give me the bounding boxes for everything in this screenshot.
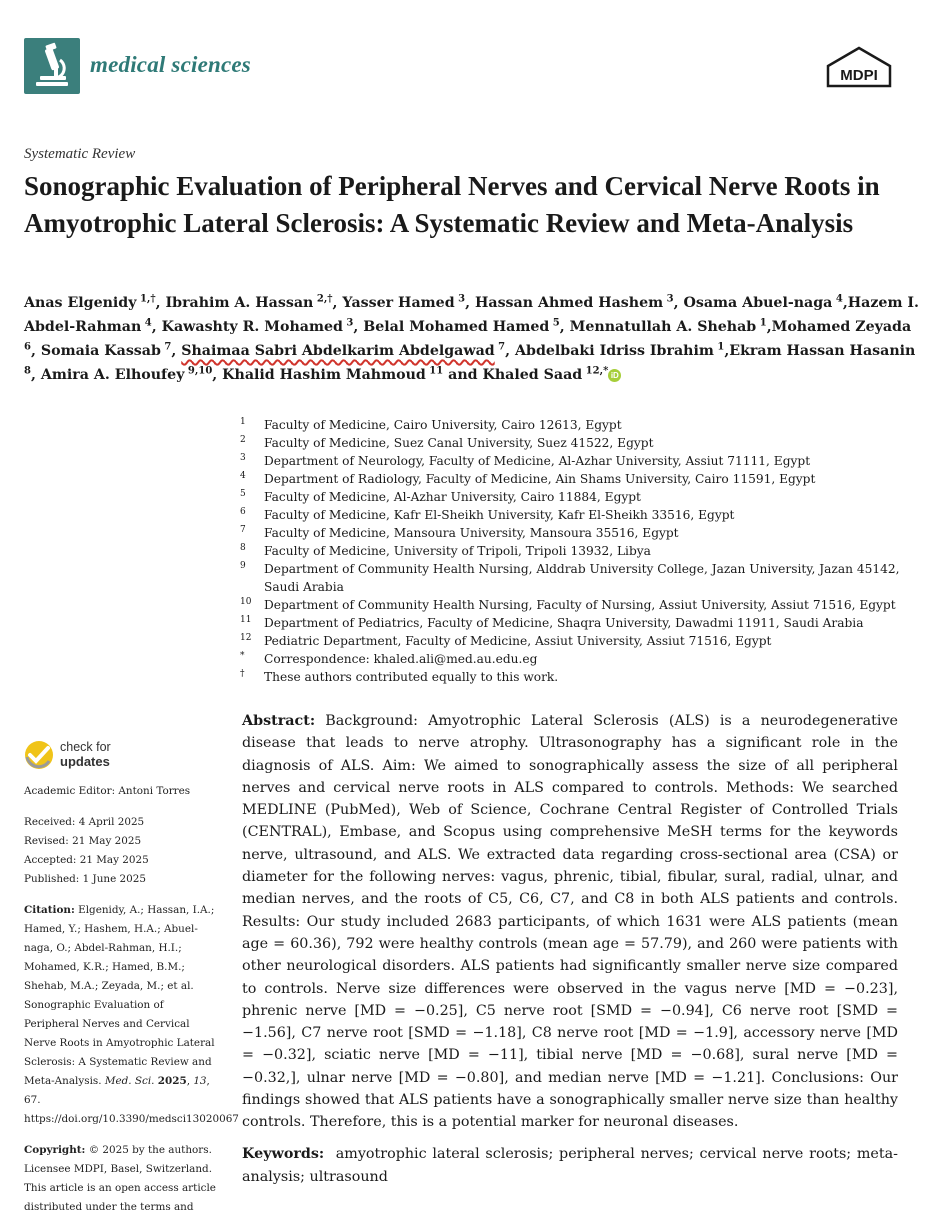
author-name: Osama Abuel-naga (683, 295, 833, 311)
author-name: Yasser Hamed (342, 295, 455, 311)
affiliation-text: Faculty of Medicine, Kafr El-Sheikh University, Kafr El-Sheikh 33516, Egypt (264, 508, 735, 522)
author-separator: , (465, 295, 475, 311)
copyright-label: Copyright: (24, 1144, 86, 1156)
author-separator: , (724, 343, 730, 359)
affiliation-number: 6 (240, 507, 246, 517)
author-name: Hazem I. Abdel-Rahman (24, 295, 919, 335)
citation-year: 2025 (157, 1075, 187, 1087)
author-affiliation-sup: 5 (549, 317, 560, 329)
affiliation-item (240, 668, 920, 686)
author-separator: , (842, 295, 848, 311)
abstract-label: Abstract: (242, 713, 316, 729)
citation-text: Elgenidy, A.; Hassan, I.A.; Hamed, Y.; Hashem, H.A.; Abuel-naga, O.; Abdel-Rahman, H.I.; Mohamed, K.R.; Hamed, B.M.; Shehab, M.A.; Zeyada, M.; et al. Sonographic Evaluation of Peripheral Nerves and Cervical Nerve Roots in Amyotrophic Lateral Sclerosis: A Systematic Review and Meta-Analysis. (24, 904, 215, 1087)
author-separator: , (673, 295, 684, 311)
affiliation-text: These authors contributed equally to this work. (264, 670, 559, 684)
journal-name: medical sciences (90, 52, 251, 77)
affiliation-number: 5 (240, 489, 246, 499)
affiliation-item (240, 614, 920, 632)
accepted-date: Accepted: 21 May 2025 (24, 854, 149, 866)
affiliation-text: Correspondence: khaled.ali@med.au.edu.eg (264, 652, 538, 666)
copyright (24, 1141, 219, 1217)
affiliation-text: Department of Pediatrics, Faculty of Medicine, Shaqra University, Dawadmi 11911, Saudi Arabia (264, 616, 864, 630)
author-name: Amira A. Elhoufey (40, 367, 185, 383)
author-affiliation-sup: 2,† (313, 293, 333, 305)
author-affiliation-sup: 1,† (136, 293, 156, 305)
citation-journal: Med. Sci. (104, 1075, 155, 1087)
affiliation-item (240, 560, 920, 596)
author-separator: , (171, 343, 182, 359)
author-affiliation-sup: 3 (663, 293, 674, 305)
author-affiliation-sup: 7 (160, 341, 172, 353)
affiliation-number: * (240, 651, 245, 661)
affiliation-text: Pediatric Department, Faculty of Medicine, Assiut University, Assiut 71516, Egypt (264, 634, 772, 648)
affiliation-text: Faculty of Medicine, Al-Azhar University, Cairo 11884, Egypt (264, 490, 641, 504)
affiliation-text: Faculty of Medicine, Cairo University, Cairo 12613, Egypt (264, 418, 622, 432)
author-name: Khalid Hashim Mahmoud (222, 367, 426, 383)
author-separator: , (332, 295, 343, 311)
affiliation-item (240, 524, 920, 542)
citation-label: Citation: (24, 904, 75, 916)
author-affiliation-sup: 1 (713, 341, 725, 353)
article-type: Systematic Review (24, 146, 136, 162)
author-separator: , (155, 295, 166, 311)
author-separator: , (212, 367, 223, 383)
affiliation-number: 11 (240, 615, 252, 625)
author-name: Khaled Saad (482, 367, 583, 383)
affiliation-number: 7 (240, 525, 246, 535)
affiliation-item (240, 488, 920, 506)
affiliation-text: Faculty of Medicine, University of Tripoli, Tripoli 13932, Libya (264, 544, 651, 558)
author-affiliation-sup: 11 (425, 365, 444, 377)
affiliation-number: † (240, 669, 245, 679)
affiliation-text: Department of Community Health Nursing, Faculty of Nursing, Assiut University, Assiut 71516, Egypt (264, 598, 896, 612)
affiliation-text: Department of Neurology, Faculty of Medicine, Al-Azhar University, Assiut 71111, Egypt (264, 454, 811, 468)
author-name: Ibrahim A. Hassan (165, 295, 314, 311)
author-list (24, 291, 924, 387)
affiliation-text: Department of Community Health Nursing, Alddrab University College, Jazan University, Jazan 45142, Saudi Arabia (264, 562, 900, 594)
citation-doi[interactable]: , 67. https://doi.org/10.3390/medsci13020067 (24, 1075, 239, 1125)
affiliation-item (240, 434, 920, 452)
svg-text:MDPI: MDPI (840, 67, 878, 84)
author-separator: , (30, 343, 41, 359)
author-affiliation-sup: 3 (342, 317, 354, 329)
author-separator: , (505, 343, 516, 359)
academic-editor: Academic Editor: Antoni Torres (24, 785, 191, 797)
author-name: Shaimaa Sabri Abdelkarim Abdelgawad (181, 343, 495, 359)
author-affiliation-sup: 3 (454, 293, 466, 305)
author-name: Belal Mohamed Hamed (363, 319, 550, 335)
check-updates-line1: check for (60, 740, 111, 754)
author-name: Mohamed Zeyada (771, 319, 912, 335)
orcid-icon[interactable]: iD (608, 369, 621, 382)
author-name: Somaia Kassab (40, 343, 161, 359)
affiliation-item (240, 416, 920, 434)
author-separator: , (766, 319, 772, 335)
author-name: Kawashty R. Mohamed (161, 319, 343, 335)
author-name: Hassan Ahmed Hashem (474, 295, 664, 311)
author-separator: , (151, 319, 162, 335)
affiliation-number: 10 (240, 597, 252, 607)
citation-volume: 13 (193, 1075, 207, 1087)
copyright-text: © 2025 by the authors. Licensee MDPI, Basel, Switzerland. This article is an open access article distributed under the terms and (24, 1144, 216, 1213)
affiliation-number: 9 (240, 561, 246, 571)
check-updates-line2: updates (60, 754, 110, 769)
revised-date: Revised: 21 May 2025 (24, 835, 142, 847)
affiliation-text: Faculty of Medicine, Mansoura University, Mansoura 35516, Egypt (264, 526, 679, 540)
article-info-sidebar (24, 782, 239, 1217)
check-for-updates-button[interactable] (24, 738, 144, 772)
author-separator: , (353, 319, 364, 335)
affiliation-item (240, 542, 920, 560)
author-affiliation-sup: 12,* (582, 365, 609, 377)
author-affiliation-sup: 4 (141, 317, 152, 329)
affiliation-item (240, 632, 920, 650)
author-separator: and (443, 367, 483, 383)
author-name: Ekram Hassan Hasanin (729, 343, 916, 359)
check-updates-icon (24, 740, 54, 770)
affiliation-number: 12 (240, 633, 252, 643)
author-affiliation-sup: 7 (494, 341, 506, 353)
keywords-label: Keywords: (242, 1146, 325, 1162)
author-affiliation-sup: 4 (832, 293, 843, 305)
affiliation-list (240, 416, 920, 686)
affiliation-item (240, 506, 920, 524)
affiliation-item (240, 596, 920, 614)
affiliation-number: 4 (240, 471, 246, 481)
affiliation-number: 3 (240, 453, 246, 463)
affiliation-item (240, 650, 920, 668)
page-title: Sonographic Evaluation of Peripheral Nerves and Cervical Nerve Roots in Amyotrophic Lateral Sclerosis: A Systematic Review and Meta-Analysis (24, 171, 880, 238)
received-date: Received: 4 April 2025 (24, 816, 145, 828)
affiliation-number: 1 (240, 417, 246, 427)
author-name: Mennatullah A. Shehab (569, 319, 757, 335)
affiliation-number: 2 (240, 435, 246, 445)
author-separator: , (30, 367, 41, 383)
author-name: Anas Elgenidy (24, 295, 137, 311)
published-date: Published: 1 June 2025 (24, 873, 146, 885)
affiliation-item (240, 470, 920, 488)
affiliation-text: Faculty of Medicine, Suez Canal University, Suez 41522, Egypt (264, 436, 654, 450)
affiliation-number: 8 (240, 543, 246, 553)
microscope-icon (24, 38, 80, 94)
author-name: Abdelbaki Idriss Ibrahim (515, 343, 714, 359)
abstract (242, 710, 898, 1134)
mdpi-logo (824, 46, 894, 88)
keywords (242, 1143, 898, 1189)
affiliation-item (240, 452, 920, 470)
affiliation-text: Department of Radiology, Faculty of Medicine, Ain Shams University, Cairo 11591, Egypt (264, 472, 816, 486)
journal-logo (24, 38, 80, 94)
author-affiliation-sup: 9,10 (184, 365, 213, 377)
author-affiliation-sup: 6 (24, 341, 31, 353)
keywords-text: amyotrophic lateral sclerosis; peripheral nerves; cervical nerve roots; meta-analysis; ultrasound (242, 1146, 898, 1185)
author-separator: , (559, 319, 570, 335)
author-affiliation-sup: 8 (24, 365, 31, 377)
citation: Citation: Elgenidy, A.; Hassan, I.A.; Hamed, Y.; Hashem, H.A.; Abuel-naga, O.; Abdel-Rahman, H.I.; Mohamed, K.R.; Hamed, B.M.; Shehab, M.A.; Zeyada, M.; et al. Sonographic Evaluation of Peripheral Nerves and Cervical Nerve Roots in Amyotrophic Lateral Sclerosis: A Systematic Review and Meta-Analysis. Med. Sci. 2025, 13, 67. https://doi.org/10.3390/medsci13020067 (24, 904, 239, 1125)
abstract-text: Background: Amyotrophic Lateral Sclerosis (ALS) is a neurodegenerative disease that leads to nerve atrophy. Ultrasonography has a significant role in the diagnosis of ALS. Aim: We aimed to sonographically assess the size of all peripheral nerves and cervical nerve roots in ALS compared to controls. Methods: We searched MEDLINE (PubMed), Web of Science, Cochrane Central Register of Controlled Trials (CENTRAL), Embase, and Scopus using comprehensive MeSH terms for the keywords nerve, ultrasound, and ALS. We extracted data regarding cross-sectional area (CSA) or diameter for the following nerves: vagus, phrenic, tibial, fibular, sural, radial, ulnar, and median nerves, and the roots of C5, C6, C7, and C8 in both ALS patients and controls. Results: Our study included 2683 participants, of which 1631 were ALS patients (mean age = 60.36), 792 were healthy controls (mean age = 57.79), and 260 were patients with other neurological disorders. ALS patients had significantly smaller nerve size compared to controls. Nerve size differences were observed in the vagus nerve [MD = −0.23], phrenic nerve [MD = −0.25], C5 nerve root [SMD = −0.94], C6 nerve root [SMD = −1.56], C7 nerve root [SMD = −1.18], C8 nerve root [MD = −1.9], accessory nerve [MD = −0.32], sciatic nerve [MD = −11], tibial nerve [MD = −0.68], sural nerve [MD = −0.32,], ulnar nerve [MD = −0.80], and median nerve [MD = −1.21]. Conclusions: Our findings showed that ALS patients have a sonographically smaller nerve size than healthy controls. Therefore, this is a potential marker for neuronal diseases. (242, 713, 898, 1131)
author-affiliation-sup: 1 (756, 317, 767, 329)
